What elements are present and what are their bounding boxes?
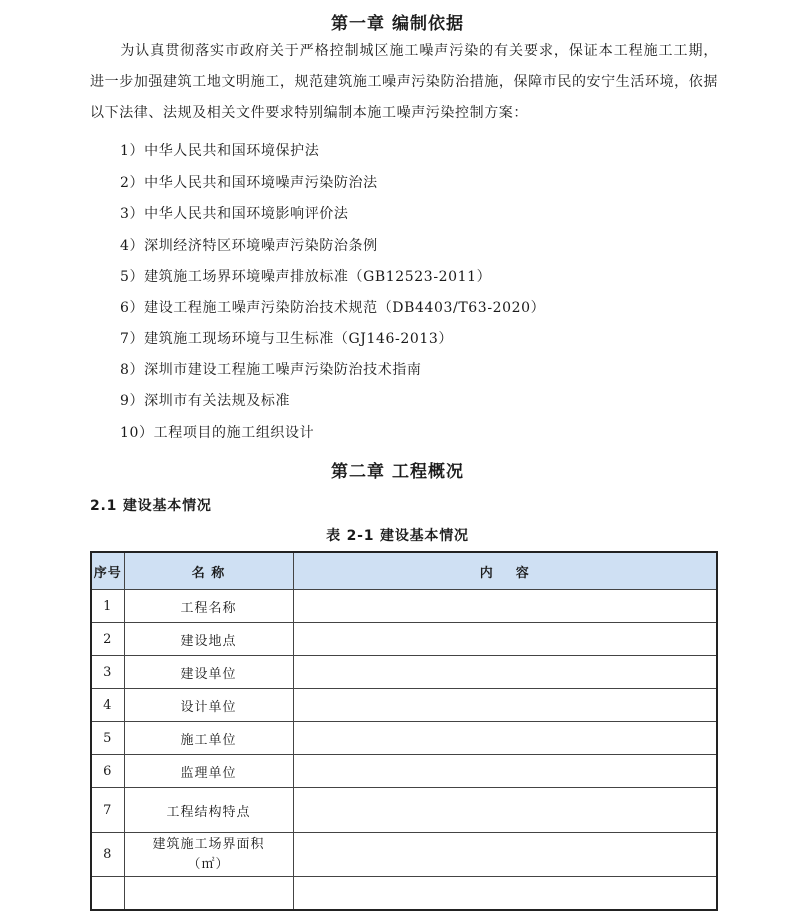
cell-no: 8 [91,833,124,877]
cell-name: 施工单位 [124,722,293,755]
cell-content [293,833,717,877]
cell-name: 工程名称 [124,590,293,623]
list-item: 4）深圳经济特区环境噪声污染防治条例 [120,238,378,254]
list-item: 10）工程项目的施工组织设计 [120,425,315,441]
cell-no: 4 [91,689,124,722]
header-content: 内 容 [293,552,717,590]
cell-name [124,833,293,877]
intro-text: 为认真贯彻落实市政府关于严格控制城区施工噪声污染的有关要求，保证本工程施工工期，进一步加强建筑工地文明施工，规范建筑施工噪声污染防治措施，保障市民的安宁生活环境，依据以下法律、法规及相关文件要求特别编制本施工噪声污染控制方案： [90,43,718,121]
cell-content [293,656,717,689]
list-item: 7）建筑施工现场环境与卫生标准（GJ146-2013） [120,331,453,347]
cell-no: 1 [91,590,124,623]
cell-no: 2 [91,623,124,656]
cell-name-line1: 建筑施工场界面积 [152,836,265,852]
cell-name-line2: （㎡） [187,856,230,872]
cell-no: 3 [91,656,124,689]
cell-name: 设计单位 [124,689,293,722]
cell-name: 监理单位 [124,755,293,788]
header-name: 名 称 [124,552,293,590]
list-item: 1）中华人民共和国环境保护法 [120,143,320,159]
table-caption: 表 2-1 建设基本情况 [326,528,469,544]
cell-content [293,722,717,755]
list-item: 3）中华人民共和国环境影响评价法 [120,206,349,222]
intro-paragraph [90,36,718,129]
table-row [91,755,717,788]
table-row [91,623,717,656]
cell-no: 6 [91,755,124,788]
list-item: 5）建筑施工场界环境噪声排放标准（GB12523-2011） [120,269,492,285]
cell-name: 建设地点 [124,623,293,656]
cell-content [293,590,717,623]
table-header-row [91,552,717,590]
chapter2-title: 第二章 工程概况 [331,462,464,482]
cell-no: 7 [91,788,124,833]
cell-content [293,755,717,788]
cell-content [293,877,717,911]
table-row [91,590,717,623]
list-item: 2）中华人民共和国环境噪声污染防治法 [120,175,378,191]
cell-content [293,689,717,722]
cell-name: 建设单位 [124,656,293,689]
cell-no [91,877,124,911]
table-row [91,689,717,722]
list-item: 8）深圳市建设工程施工噪声污染防治技术指南 [120,362,422,378]
cell-no: 5 [91,722,124,755]
construction-info-table [90,551,718,911]
cell-content [293,623,717,656]
cell-name: 工程结构特点 [124,788,293,833]
cell-content [293,788,717,833]
table-row [91,833,717,877]
table-row [91,788,717,833]
section-heading: 2.1 建设基本情况 [90,498,212,514]
chapter1-title: 第一章 编制依据 [331,14,464,34]
table-row [91,722,717,755]
cell-name [124,877,293,911]
list-item: 6）建设工程施工噪声污染防治技术规范（DB4403/T63-2020） [120,300,546,316]
list-item: 9）深圳市有关法规及标准 [120,393,291,409]
table-row [91,656,717,689]
table-row-partial [91,877,717,911]
header-no: 序号 [91,552,124,590]
